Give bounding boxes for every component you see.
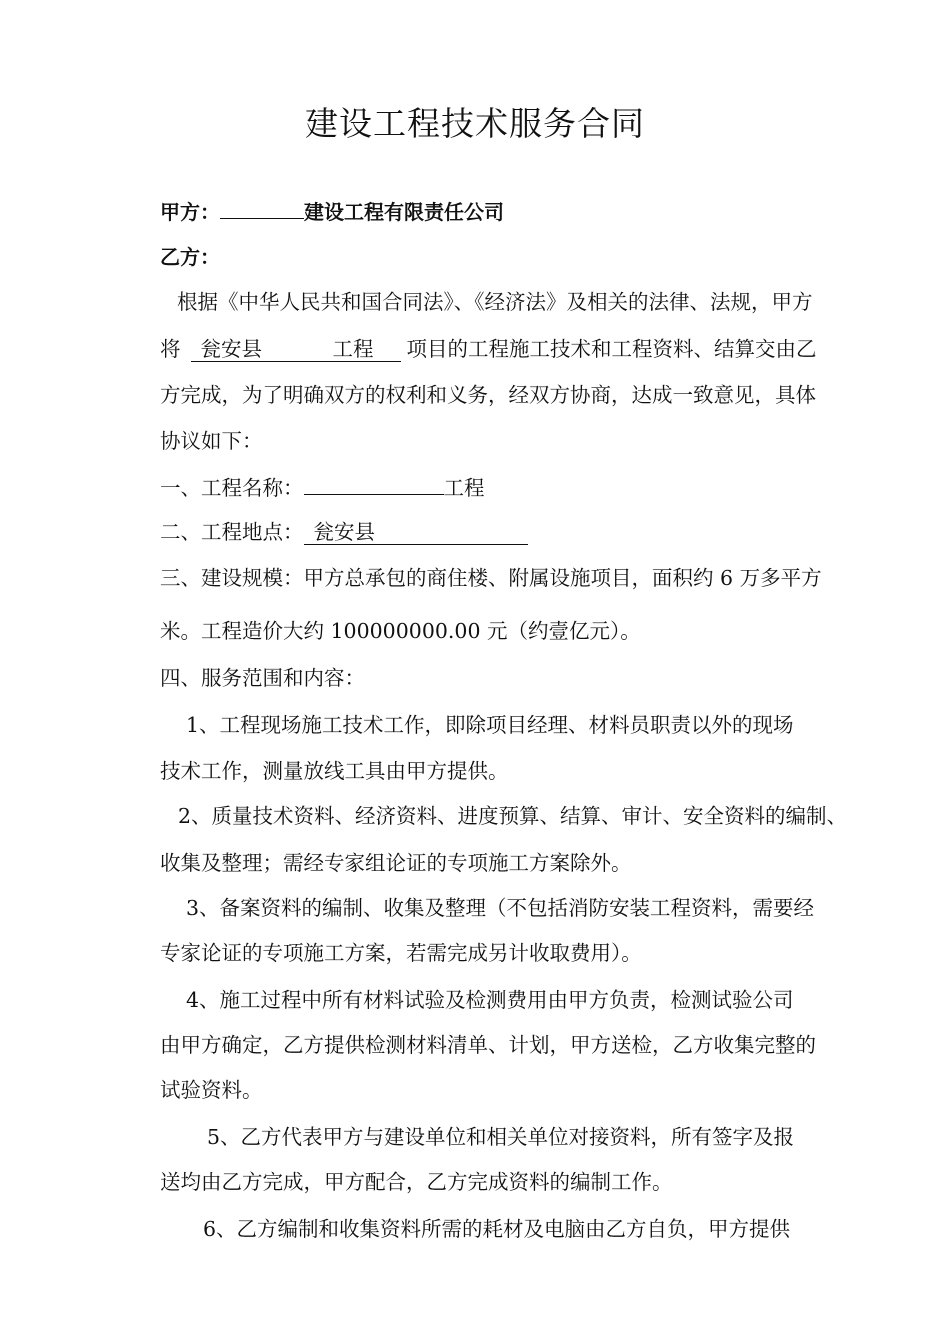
party-a-line	[160, 196, 504, 226]
intro-suffix: 项目的工程施工技术和工程资料、结算交由乙	[406, 337, 817, 361]
clause-5-line-1: 5、乙方代表甲方与建设单位和相关单位对接资料，所有签字及报	[207, 1125, 795, 1149]
project-location-line	[160, 518, 528, 546]
project-name-label: 一、工程名称：	[160, 476, 304, 500]
project-name-blank	[304, 472, 444, 495]
scale-line-1: 三、建设规模：甲方总承包的商住楼、附属设施项目，面积约 6 万多平方	[160, 566, 822, 590]
project-name-field	[191, 337, 401, 362]
clause-6-line-1: 6、乙方编制和收集资料所需的耗材及电脑由乙方自负，甲方提供	[203, 1217, 791, 1241]
intro-line-4: 协议如下：	[160, 429, 263, 453]
clause-3-line-2: 专家论证的专项施工方案，若需完成另计收取费用）。	[160, 941, 642, 965]
party-b-label: 乙方：	[160, 245, 220, 269]
clause-5-line-2: 送均由乙方完成，甲方配合，乙方完成资料的编制工作。	[160, 1170, 673, 1194]
project-location-value: 瓮安县	[313, 520, 375, 544]
project-county: 瓮安县	[200, 337, 262, 361]
intro-line-3: 方完成，为了明确双方的权利和义务，经双方协商，达成一致意见，具体	[160, 383, 816, 407]
scale-line-2: 米。工程造价大约 100000000.00 元（约壹亿元）。	[160, 619, 641, 643]
project-location-field	[304, 520, 528, 545]
project-name-suffix: 工程	[443, 476, 485, 500]
document-title: 建设工程技术服务合同	[305, 104, 645, 143]
project-location-label: 二、工程地点：	[160, 520, 304, 544]
intro-line-1: 根据《中华人民共和国合同法》、《经济法》及相关的法律、法规，甲方	[177, 290, 813, 314]
project-name-line	[160, 472, 485, 502]
clause-2-line-2: 收集及整理；需经专家组论证的专项施工方案除外。	[160, 851, 632, 875]
clause-1-line-1: 1、工程现场施工技术工作，即除项目经理、材料员职责以外的现场	[186, 713, 794, 737]
clause-4-line-2: 由甲方确定，乙方提供检测材料清单、计划，甲方送检，乙方收集完整的	[160, 1033, 816, 1057]
clause-1-line-2: 技术工作，测量放线工具由甲方提供。	[160, 759, 509, 783]
clause-4-line-3: 试验资料。	[160, 1078, 263, 1102]
party-a-label: 甲方：	[160, 200, 220, 224]
project-type: 工程	[332, 337, 374, 361]
clause-3-line-1: 3、备案资料的编制、收集及整理（不包括消防安装工程资料，需要经	[186, 896, 815, 920]
party-b-line	[160, 243, 220, 271]
intro-prefix: 将	[160, 337, 181, 361]
party-a-company: 建设工程有限责任公司	[304, 200, 504, 224]
clause-2-line-1: 2、质量技术资料、经济资料、进度预算、结算、审计、安全资料的编制、	[178, 804, 848, 828]
clause-4-line-1: 4、施工过程中所有材料试验及检测费用由甲方负责，检测试验公司	[186, 988, 794, 1012]
scope-heading: 四、服务范围和内容：	[160, 666, 365, 690]
party-a-blank	[220, 196, 304, 219]
intro-line-2	[160, 335, 817, 363]
